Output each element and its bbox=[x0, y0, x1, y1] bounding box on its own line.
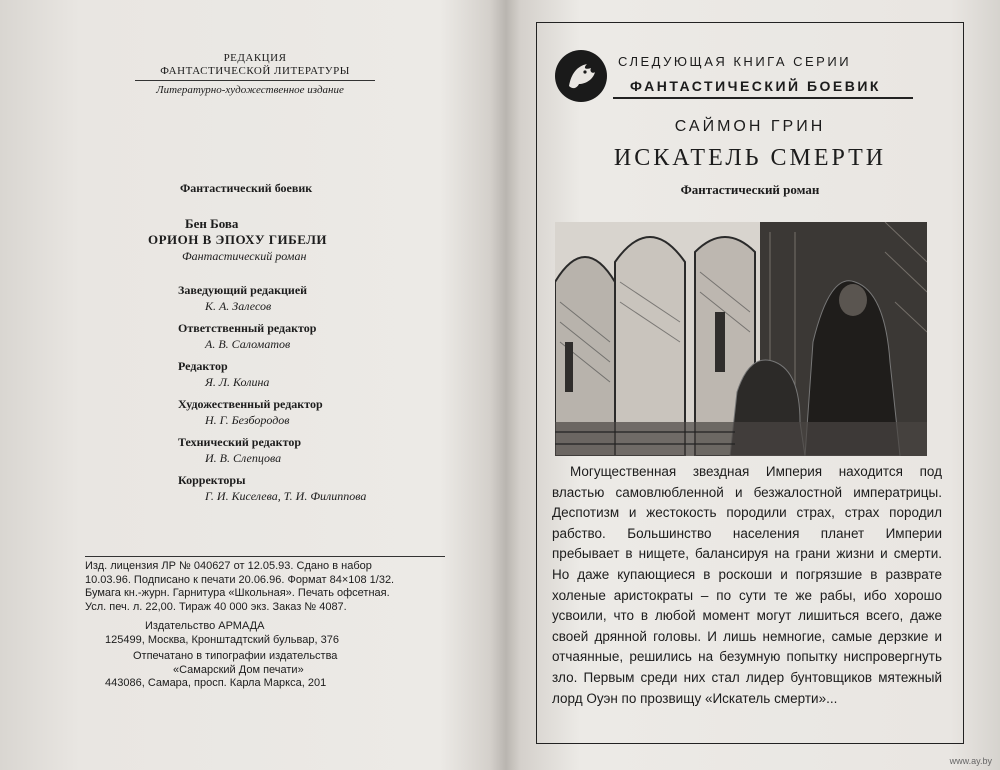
staff-person: А. В. Саломатов bbox=[205, 337, 291, 351]
publisher-line-2: ФАНТАСТИЧЕСКОЙ ЛИТЕРАТУРЫ bbox=[160, 65, 350, 77]
next-book-title: ИСКАТЕЛЬ СМЕРТИ bbox=[613, 145, 887, 171]
staff-person: К. А. Залесов bbox=[205, 299, 272, 313]
staff-role: Ответственный редактор bbox=[178, 321, 317, 335]
staff-list bbox=[120, 282, 420, 504]
staff-role: Технический редактор bbox=[178, 435, 302, 449]
staff-person: Г. И. Киселева, Т. И. Филиппова bbox=[205, 489, 367, 503]
series-divider bbox=[613, 97, 913, 99]
colophon bbox=[120, 180, 420, 504]
description-text: Могущественная звездная Империя находится под властью самовлюбленной и безжалостной императрицы. Деспотизм и жестокость породили страх, страх породил рабство. Большинство населения планет Империи пребывает в нищете, балансируя на грани жизни и смерти. Но даже купающиеся в роскоши и погрязшие в разврате холеные аристократы – по сути те же рабы, ибо хорошо усвоили, что в любой момент могут лишиться всего, даже своей дрянной головы. И лишь немногие, самые дерзкие и отчаянные, решились на безумную попытку ниспровергнуть зло. Первым среди них стал лидер бунтовщиков мятежный лорд Оуэн по прозвищу «Искатель смерти»... bbox=[552, 464, 942, 706]
imprint-line: Изд. лицензия ЛР № 040627 от 12.05.93. Сдано в набор bbox=[85, 560, 372, 572]
series-name: ФАНТАСТИЧЕСКИЙ БОЕВИК bbox=[630, 78, 881, 94]
staff-role: Корректоры bbox=[178, 473, 246, 487]
imprint-line: Бумага кн.-журн. Гарнитура «Школьная». Печать офсетная. bbox=[85, 587, 390, 599]
series-kicker: СЛЕДУЮЩАЯ КНИГА СЕРИИ bbox=[618, 54, 852, 69]
publisher-divider bbox=[135, 80, 375, 81]
imprint-line: Усл. печ. л. 22,00. Тираж 40 000 экз. Заказ № 4087. bbox=[85, 600, 347, 613]
book-subtitle: Фантастический роман bbox=[182, 249, 307, 263]
publisher-name bbox=[135, 52, 375, 78]
griffin-logo-icon bbox=[555, 50, 607, 102]
staff-person: Н. Г. Безбородов bbox=[205, 413, 290, 427]
publishing-address: 125499, Москва, Кронштадтский бульвар, 376 bbox=[105, 633, 339, 646]
edition-type: Литературно-художественное издание bbox=[156, 84, 344, 96]
book-author: Бен Бова bbox=[185, 216, 239, 231]
printer-address: 443086, Самара, просп. Карла Маркса, 201 bbox=[105, 677, 327, 689]
next-book-subtitle: Фантастический роман bbox=[680, 182, 820, 197]
book-title: ОРИОН В ЭПОХУ ГИБЕЛИ bbox=[148, 232, 328, 247]
staff-role: Редактор bbox=[178, 359, 228, 373]
publisher-line-1: РЕДАКЦИЯ bbox=[223, 52, 287, 64]
printer-name: «Самарский Дом печати» bbox=[173, 663, 304, 676]
cover-illustration bbox=[555, 222, 927, 456]
staff-person: И. В. Слепцова bbox=[205, 451, 282, 465]
printer-line: Отпечатано в типографии издательства bbox=[133, 650, 338, 662]
staff-person: Я. Л. Колина bbox=[205, 375, 270, 389]
imprint-line: 10.03.96. Подписано к печати 20.06.96. Формат 84×108 1/32. bbox=[85, 573, 395, 586]
imprint-block bbox=[85, 556, 445, 691]
watermark: www.ay.by bbox=[949, 756, 992, 766]
next-book-author: САЙМОН ГРИН bbox=[674, 118, 826, 135]
imprint-divider bbox=[85, 556, 445, 557]
publishing-house: Издательство АРМАДА bbox=[145, 620, 265, 632]
genre-label: Фантастический боевик bbox=[180, 181, 313, 195]
staff-role: Заведующий редакцией bbox=[178, 283, 308, 297]
book-description bbox=[552, 462, 942, 709]
staff-role: Художественный редактор bbox=[178, 397, 323, 411]
